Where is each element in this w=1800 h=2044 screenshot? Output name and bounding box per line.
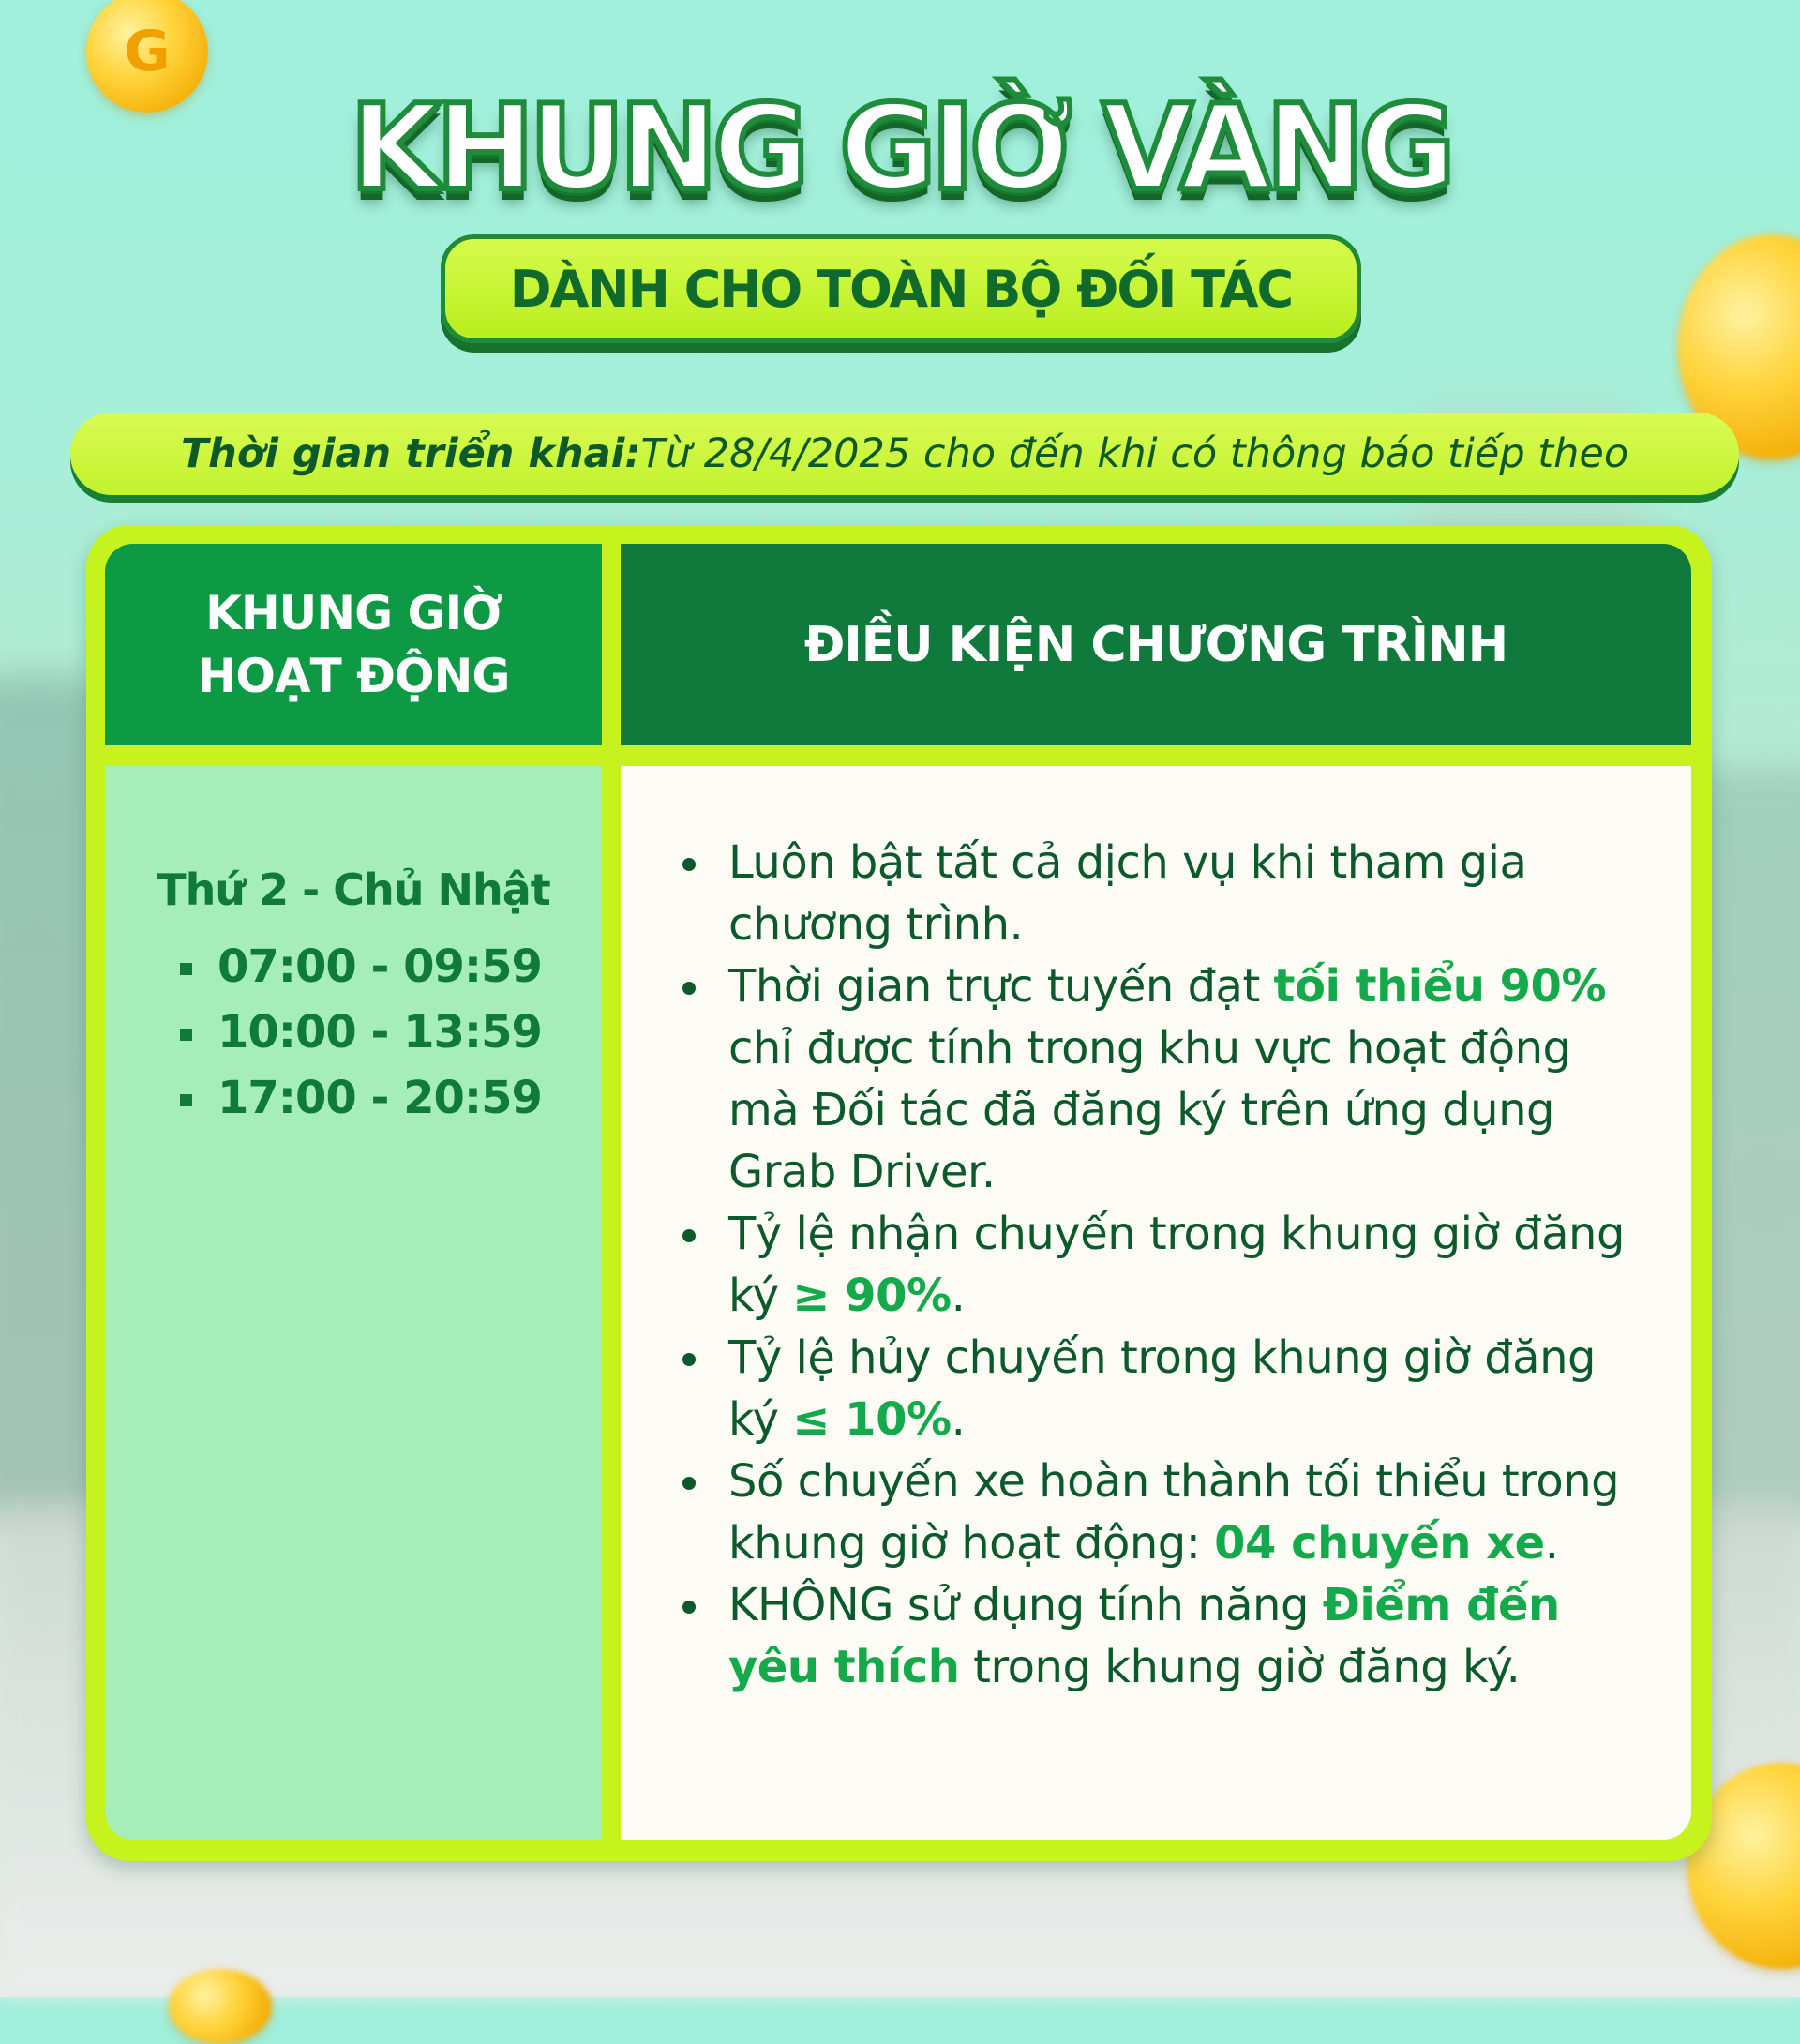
- time-slots: [105, 864, 602, 1131]
- condition-text: tất cả dịch vụ khi tham gia chương trình.: [728, 836, 1527, 951]
- condition-item: [621, 1327, 1691, 1450]
- condition-text: ≤ 10%: [792, 1393, 952, 1446]
- deployment-label: Thời gian triển khai:: [180, 430, 641, 477]
- header-active-hours: [105, 544, 602, 745]
- condition-text: 04 chuyến xe: [1214, 1517, 1545, 1570]
- time-slot-list: [105, 934, 602, 1131]
- page-title: KHUNG GIỜ VÀNG: [350, 79, 1450, 217]
- condition-text: tối thiểu 90%: [1273, 960, 1607, 1013]
- program-table: [86, 525, 1712, 1861]
- subtitle-badge: [441, 234, 1361, 343]
- condition-text: Tỷ lệ hủy chuyến: [728, 1331, 1107, 1384]
- condition-text: trong khung giờ đăng ký.: [959, 1641, 1521, 1693]
- header-program-conditions-label: ĐIỀU KIỆN CHƯƠNG TRÌNH: [803, 616, 1508, 673]
- coin-icon: [169, 1969, 272, 2044]
- condition-text: .: [1544, 1517, 1559, 1570]
- header-program-conditions: [621, 544, 1691, 745]
- condition-text: Tỷ lệ nhận chuyến: [728, 1208, 1136, 1260]
- active-hours-cell: [105, 766, 602, 1840]
- condition-text: trong khung giờ đăng ký: [728, 1331, 1596, 1446]
- condition-text: .: [951, 1270, 966, 1322]
- coin-letter: G: [124, 19, 171, 84]
- deployment-period-bar: [70, 413, 1739, 495]
- condition-text: .: [951, 1393, 966, 1446]
- condition-text: chuyến xe hoàn thành tối thiểu: [797, 1455, 1489, 1508]
- time-slot: 17:00 - 20:59: [180, 1065, 602, 1131]
- conditions-list: [621, 832, 1691, 1698]
- days-range: Thứ 2 - Chủ Nhật: [157, 864, 550, 915]
- condition-item: [621, 832, 1691, 955]
- condition-item: [621, 1574, 1691, 1698]
- subtitle-text: DÀNH CHO TOÀN BỘ ĐỐI TÁC: [509, 259, 1293, 319]
- condition-text: sử dụng tính năng: [892, 1579, 1323, 1631]
- condition-text: Luôn bật: [728, 836, 922, 889]
- condition-text: trong khung giờ hoạt động:: [728, 1455, 1620, 1570]
- condition-item: [621, 955, 1691, 1203]
- time-slot: 10:00 - 13:59: [180, 999, 602, 1065]
- deployment-value: Từ 28/4/2025 cho đến khi có thông báo tiếp theo: [640, 430, 1629, 477]
- time-slot: 07:00 - 09:59: [180, 934, 602, 999]
- condition-text: ≥ 90%: [792, 1270, 952, 1322]
- condition-text: chỉ được tính trong khu vực hoạt động mà Đối tác đã đăng ký trên ứng dụng Grab Driver.: [728, 1022, 1571, 1198]
- condition-text: trong khung giờ đăng ký: [728, 1208, 1625, 1322]
- condition-text: KHÔNG: [728, 1579, 893, 1631]
- condition-text: Số: [728, 1455, 798, 1508]
- condition-item: [621, 1203, 1691, 1327]
- conditions-cell: [621, 766, 1691, 1840]
- header-active-hours-line1: KHUNG GIỜ: [205, 586, 502, 640]
- header-active-hours-line2: HOẠT ĐỘNG: [197, 648, 510, 703]
- condition-text: Thời gian trực tuyến đạt: [728, 960, 1274, 1013]
- condition-item: [621, 1450, 1691, 1574]
- condition-text: Điểm đến yêu thích: [728, 1579, 1560, 1693]
